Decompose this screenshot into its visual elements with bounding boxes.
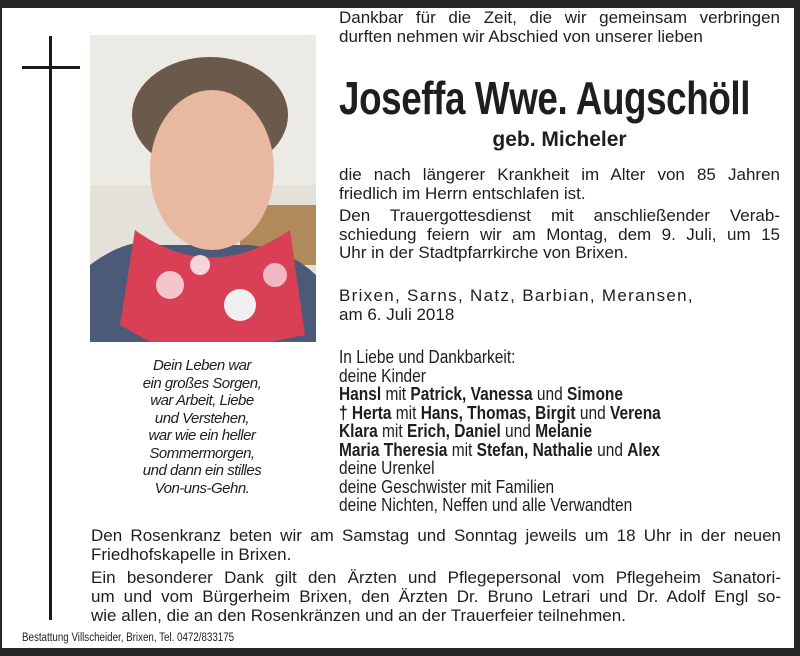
funeral-home-footer: Bestattung Villscheider, Brixen, Tel. 0472/833175 [22,632,235,644]
family-member-name: Erich, Daniel [406,421,501,441]
family-member-name: Stefan, Nathalie [476,439,593,460]
thanks-line: wie allen, die an den Rosenkränzen und an der Trauerfeier teilnehmen. [91,606,626,625]
connector-text: mit [381,384,411,404]
maiden-name: geb. Micheler [492,128,627,151]
passing-text [339,166,780,203]
family-member-name: Verena [609,402,661,423]
rosary-line: Den Rosenkranz beten wir am Samstag und Sonntag jeweils um 18 Uhr in der neuen [91,526,781,545]
connector-text: mit [391,402,421,423]
portrait-photo [90,35,316,342]
poem-line: Sommermorgen, [149,444,255,462]
places-line: Brixen, Sarns, Natz, Barbian, Meransen, [339,286,694,305]
poem-line: und Verstehen, [154,409,250,427]
passing-line: friedlich im Herrn entschlafen ist. [339,183,586,203]
thanks-text [91,568,781,625]
service-text [339,207,780,263]
intro-text [339,9,780,46]
poem-line: Dein Leben war [152,357,252,374]
poem-line: und dann ein stilles [142,462,262,479]
family-other: deine Geschwister mit Familien [339,476,555,497]
intro-line: durften nehmen wir Abschied von unserer lieben [339,26,703,46]
obituary-notice [2,8,794,648]
family-member-name: Maria Theresia [339,439,448,460]
family-heading: In Liebe und Dankbarkeit: [339,347,516,367]
family-other: deine Nichten, Neffen und alle Verwandten [339,495,633,515]
connector-text: mit [447,439,477,460]
family-member-line [339,422,661,441]
poem-line: war wie ein heller [148,427,256,444]
family-member-name: Melanie [535,421,592,441]
deceased-name: Joseffa Wwe. Augschöll [339,72,751,124]
family-member-line [339,404,661,423]
cross-icon [49,36,52,620]
family-member-name: Klara [339,421,378,441]
family-member-line [339,385,661,404]
connector-text: und [575,402,610,423]
poem-line: Von-uns-Gehn. [154,479,250,497]
family-member-name: Hansl [339,384,382,404]
rosary-line: Friedhofskapelle in Brixen. [91,545,292,564]
family-member-name: Patrick, Vanessa [410,384,533,404]
family-member-line [339,441,661,460]
passing-line: die nach längerer Krankheit im Alter von 85 Jahren [339,165,780,184]
connector-text: und [592,439,628,460]
children-label: deine Kinder [339,365,426,386]
family-member-name: Simone [567,384,623,404]
family-member-name: † Herta [339,402,392,423]
memorial-poem [102,357,302,497]
poem-line: ein großes Sorgen, [142,374,262,392]
cross-icon-bar [22,66,80,69]
thanks-line: Ein besonderer Dank gilt den Ärzten und Pflegepersonal vom Pflegeheim Sanatori- [91,568,781,587]
thanks-line: um und vom Bürgerheim Brixen, den Ärzten Dr. Bruno Letrari und Dr. Adolf Engl so- [91,587,781,606]
connector-text: mit [377,421,407,441]
connector-text: und [532,384,568,404]
family-other: deine Urenkel [339,458,435,478]
service-line: schiedung feiern wir am Montag, dem 9. Juli, um 15 [339,224,780,244]
poem-line: war Arbeit, Liebe [150,392,254,409]
rosary-text [91,526,781,564]
connector-text: und [500,421,536,441]
intro-line: Dankbar für die Zeit, die wir gemeinsam verbringen [339,8,780,27]
family-member-name: Alex [627,439,660,460]
family-member-name: Hans, Thomas, Birgit [420,402,576,423]
date-line: am 6. Juli 2018 [339,304,455,324]
service-line: Uhr in der Stadtpfarrkirche von Brixen. [339,243,629,262]
service-line: Den Trauergottesdienst mit anschließender Verab- [339,206,780,225]
family-list [339,348,661,515]
places-date [339,287,780,324]
